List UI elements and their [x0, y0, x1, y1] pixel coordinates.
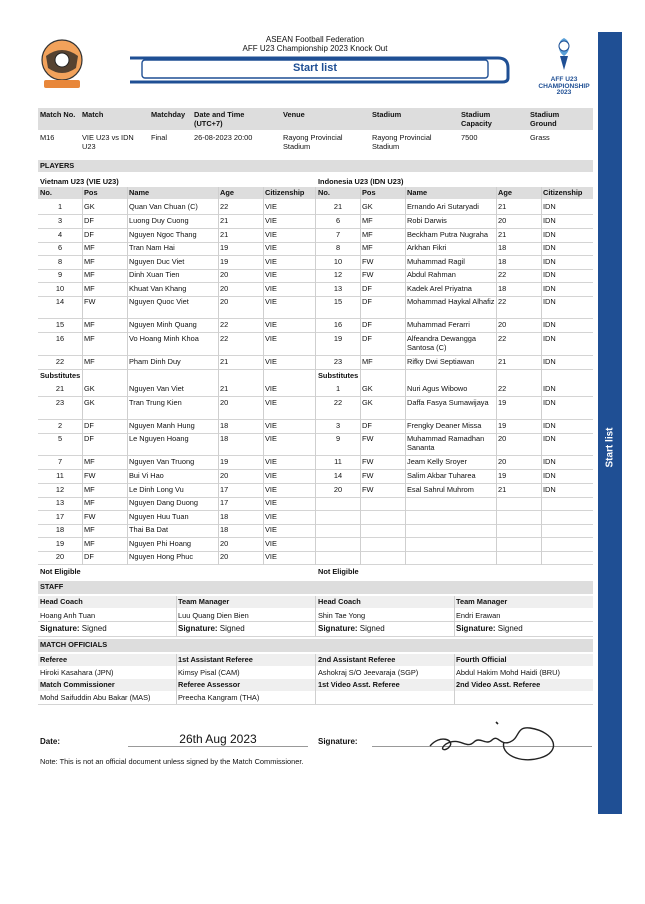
left-player-name: Nguyen Duc Viet [129, 257, 185, 266]
left-player-pos: DF [84, 552, 94, 561]
left-player-age: 20 [220, 270, 229, 279]
left-player-no: 1 [57, 202, 63, 211]
right-team-manager: Endri Erawan [456, 611, 501, 620]
left-player-citizenship: VIE [265, 398, 277, 407]
left-player-pos: GK [84, 202, 95, 211]
right-team-manager-label: Team Manager [456, 597, 508, 606]
left-player-citizenship: VIE [265, 357, 277, 366]
commissioner-label: Match Commissioner [40, 680, 115, 689]
left-player-age: 18 [220, 512, 229, 521]
right-player-citizenship: IDN [543, 243, 556, 252]
match-ground: Grass [530, 133, 550, 142]
right-player-citizenship: IDN [543, 202, 556, 211]
left-player-pos: FW [84, 512, 96, 521]
left-player-no: 22 [55, 357, 65, 366]
logo-line-3: 2023 [556, 89, 572, 97]
left-col-header-pos: Pos [84, 188, 98, 197]
mh-match-no: Match No. [40, 110, 76, 119]
referee-label: Referee [40, 655, 68, 664]
right-player-age: 22 [498, 334, 507, 343]
left-player-name: Tran Trung Kien [129, 398, 182, 407]
column-separator [82, 187, 83, 565]
ar1: Kimsy Pisal (CAM) [178, 668, 240, 677]
match-capacity: 7500 [461, 133, 478, 142]
right-player-age: 21 [498, 230, 507, 239]
left-player-no: 20 [55, 552, 65, 561]
right-player-age: 19 [498, 421, 507, 430]
logo-line-1: AFF U23 [550, 76, 578, 83]
right-player-age: 18 [498, 243, 507, 252]
signature-label: Signature: [318, 737, 358, 746]
mh-stadium: Stadium [372, 110, 402, 119]
left-player-pos: MF [84, 498, 95, 507]
right-head-coach: Shin Tae Yong [318, 611, 366, 620]
var1-label: 1st Video Asst. Referee [318, 680, 400, 689]
left-player-no: 14 [55, 297, 65, 306]
left-player-citizenship: VIE [265, 525, 277, 534]
left-player-no: 10 [55, 284, 65, 293]
left-player-age: 17 [220, 485, 229, 494]
right-coach-signature: Signature: Signed [318, 624, 385, 633]
players-title: PLAYERS [40, 161, 75, 170]
right-player-citizenship: IDN [543, 334, 556, 343]
right-player-name: Kadek Arel Priyatna [407, 284, 472, 293]
right-sub-row [316, 551, 593, 565]
left-player-age: 20 [220, 284, 229, 293]
right-player-pos: DF [362, 320, 372, 329]
right-player-no: 13 [333, 284, 343, 293]
right-player-name: Mohammad Haykal Alhafiz [407, 297, 495, 306]
column-separator [405, 187, 406, 565]
left-player-no: 18 [55, 525, 65, 534]
left-col-header-no: No. [40, 188, 52, 197]
mh-match: Match [82, 110, 104, 119]
right-sub-row [316, 497, 593, 511]
right-player-age: 20 [498, 434, 507, 443]
left-player-citizenship: VIE [265, 552, 277, 561]
column-separator [496, 187, 497, 565]
right-player-no: 21 [333, 202, 343, 211]
left-player-pos: MF [84, 457, 95, 466]
left-player-pos: DF [84, 421, 94, 430]
right-player-name: Rifky Dwi Septiawan [407, 357, 475, 366]
left-player-age: 20 [220, 539, 229, 548]
right-player-citizenship: IDN [543, 398, 556, 407]
left-player-citizenship: VIE [265, 539, 277, 548]
right-player-no: 16 [333, 320, 343, 329]
right-player-name: Abdul Rahman [407, 270, 456, 279]
right-player-name: Salim Akbar Tuharea [407, 471, 476, 480]
left-substitutes-label: Substitutes [40, 371, 81, 380]
left-player-pos: GK [84, 384, 95, 393]
right-player-name: Jeam Kelly Sroyer [407, 457, 467, 466]
left-player-citizenship: VIE [265, 230, 277, 239]
right-player-name: Ernando Ari Sutaryadi [407, 202, 479, 211]
left-col-header-age: Age [220, 188, 234, 197]
left-player-citizenship: VIE [265, 471, 277, 480]
left-player-citizenship: VIE [265, 202, 277, 211]
ar2-label: 2nd Assistant Referee [318, 655, 396, 664]
left-player-no: 15 [55, 320, 65, 329]
left-manager-signature: Signature: Signed [178, 624, 245, 633]
left-player-no: 13 [55, 498, 65, 507]
left-player-age: 18 [220, 421, 229, 430]
ar2: Ashokraj S/O Jeevaraja (SGP) [318, 668, 419, 677]
aff-federation-logo [38, 38, 86, 94]
right-player-citizenship: IDN [543, 457, 556, 466]
left-player-age: 21 [220, 357, 229, 366]
logo-line-2: CHAMPIONSHIP [538, 82, 590, 90]
right-player-no: 11 [334, 457, 342, 466]
team-left-title: Vietnam U23 (VIE U23) [40, 177, 119, 186]
left-player-no: 21 [55, 384, 65, 393]
right-player-name: Frengky Deaner Missa [407, 421, 482, 430]
left-player-age: 18 [220, 434, 229, 443]
commissioner: Mohd Saifuddin Abu Bakar (MAS) [40, 693, 151, 702]
right-player-name: Esal Sahrul Muhrom [407, 485, 474, 494]
right-player-pos: FW [362, 270, 374, 279]
left-player-citizenship: VIE [265, 421, 277, 430]
right-player-name: Nuri Agus Wibowo [407, 384, 468, 393]
left-player-age: 20 [220, 297, 229, 306]
right-col-header-no: No. [318, 188, 330, 197]
left-player-name: Luong Duy Cuong [129, 216, 189, 225]
right-player-pos: MF [362, 357, 373, 366]
left-player-no: 23 [55, 398, 65, 407]
left-player-name: Vo Hoang Minh Khoa [129, 334, 199, 343]
right-player-citizenship: IDN [543, 320, 556, 329]
right-substitutes-label: Substitutes [318, 371, 359, 380]
left-player-pos: MF [84, 243, 95, 252]
left-player-pos: MF [84, 257, 95, 266]
left-player-name: Nguyen Manh Hung [129, 421, 195, 430]
right-player-citizenship: IDN [543, 270, 556, 279]
left-player-pos: MF [84, 334, 95, 343]
officials-title-bar [38, 639, 593, 652]
left-player-citizenship: VIE [265, 243, 277, 252]
right-col-header-pos: Pos [362, 188, 376, 197]
column-separator [541, 187, 542, 565]
mh-ground: Stadium Ground [530, 110, 560, 128]
left-player-name: Pham Dinh Duy [129, 357, 181, 366]
right-player-citizenship: IDN [543, 434, 556, 443]
left-player-age: 21 [220, 216, 229, 225]
right-player-citizenship: IDN [543, 230, 556, 239]
right-col-header-citizenship: Citizenship [543, 188, 583, 197]
left-player-no: 9 [57, 270, 63, 279]
officials-title: MATCH OFFICIALS [40, 640, 108, 649]
right-player-no: 10 [333, 257, 343, 266]
left-player-citizenship: VIE [265, 270, 277, 279]
left-player-pos: GK [84, 398, 95, 407]
left-player-age: 20 [220, 552, 229, 561]
column-separator [127, 187, 128, 565]
right-player-citizenship: IDN [543, 471, 556, 480]
right-player-age: 21 [498, 485, 507, 494]
side-bar [598, 32, 622, 814]
commissioner-signature [420, 716, 570, 766]
right-player-age: 20 [498, 216, 507, 225]
right-player-citizenship: IDN [543, 297, 556, 306]
team-right-title: Indonesia U23 (IDN U23) [318, 177, 404, 186]
left-col-header-name: Name [129, 188, 150, 197]
left-player-name: Tran Nam Hai [129, 243, 175, 252]
side-bar-label: Start list [604, 427, 616, 468]
left-player-name: Quan Van Chuan (C) [129, 202, 198, 211]
right-player-age: 20 [498, 457, 507, 466]
right-player-pos: FW [362, 257, 374, 266]
referee: Hiroki Kasahara (JPN) [40, 668, 114, 677]
right-player-no: 23 [333, 357, 343, 366]
column-separator [360, 187, 361, 565]
left-player-pos: DF [84, 434, 94, 443]
left-player-name: Nguyen Quoc Viet [129, 297, 189, 306]
left-player-no: 16 [55, 334, 65, 343]
right-player-citizenship: IDN [543, 216, 556, 225]
right-player-pos: FW [362, 457, 374, 466]
right-player-pos: DF [362, 334, 372, 343]
matchday: Final [151, 133, 168, 142]
left-player-name: Dinh Xuan Tien [129, 270, 180, 279]
right-player-name: Arkhan Fikri [407, 243, 447, 252]
left-player-citizenship: VIE [265, 384, 277, 393]
right-player-no: 9 [335, 434, 341, 443]
match-venue: Rayong Provincial Stadium [283, 133, 343, 151]
left-player-pos: MF [84, 284, 95, 293]
mh-capacity: Stadium Capacity [461, 110, 492, 128]
right-player-citizenship: IDN [543, 257, 556, 266]
staff-title: STAFF [40, 582, 64, 591]
players-title-bar [38, 160, 593, 172]
right-player-pos: FW [362, 485, 374, 494]
left-player-citizenship: VIE [265, 297, 277, 306]
left-player-no: 3 [57, 216, 63, 225]
banner-title: Start list [292, 62, 337, 74]
left-player-age: 19 [220, 257, 229, 266]
left-player-no: 7 [57, 457, 63, 466]
right-player-age: 19 [498, 398, 507, 407]
left-player-name: Nguyen Dang Duong [129, 498, 199, 507]
right-player-pos: GK [362, 398, 373, 407]
left-player-age: 22 [220, 202, 229, 211]
left-player-no: 11 [56, 471, 64, 480]
left-player-citizenship: VIE [265, 457, 277, 466]
left-player-no: 4 [57, 230, 63, 239]
left-not-eligible: Not Eligible [40, 567, 81, 576]
right-player-no: 22 [333, 398, 343, 407]
left-player-name: Nguyen Ngoc Thang [129, 230, 197, 239]
left-player-no: 17 [55, 512, 65, 521]
date-label: Date: [40, 737, 61, 746]
right-player-name: Daffa Fasya Sumawijaya [407, 398, 489, 407]
aff-u23-championship-logo [536, 36, 592, 97]
fourth-official-label: Fourth Official [456, 655, 507, 664]
left-player-age: 19 [220, 243, 229, 252]
right-player-no: 19 [333, 334, 343, 343]
right-head-coach-label: Head Coach [318, 597, 361, 606]
right-player-pos: GK [362, 202, 373, 211]
assessor: Preecha Kangram (THA) [178, 693, 260, 702]
right-player-pos: FW [362, 434, 374, 443]
left-player-no: 2 [57, 421, 63, 430]
var2-label: 2nd Video Asst. Referee [456, 680, 541, 689]
left-player-citizenship: VIE [265, 216, 277, 225]
right-player-age: 22 [498, 384, 507, 393]
right-player-pos: MF [362, 230, 373, 239]
mh-venue: Venue [283, 110, 305, 119]
left-player-pos: FW [84, 297, 96, 306]
left-player-age: 17 [220, 498, 229, 507]
right-player-pos: FW [362, 471, 374, 480]
right-player-pos: GK [362, 384, 373, 393]
assessor-label: Referee Assessor [178, 680, 241, 689]
left-head-coach-label: Head Coach [40, 597, 83, 606]
left-team-manager-label: Team Manager [178, 597, 230, 606]
left-player-name: Le Nguyen Hoang [129, 434, 189, 443]
competition-name: AFF U23 Championship 2023 Knock Out [242, 44, 388, 53]
left-col-header-citizenship: Citizenship [265, 188, 305, 197]
left-player-name: Nguyen Minh Quang [129, 320, 197, 329]
right-player-age: 19 [498, 471, 507, 480]
left-player-pos: MF [84, 320, 95, 329]
left-player-age: 18 [220, 525, 229, 534]
column-separator [263, 187, 264, 565]
right-player-age: 21 [498, 202, 507, 211]
right-player-citizenship: IDN [543, 284, 556, 293]
right-player-no: 7 [335, 230, 341, 239]
right-player-age: 22 [498, 297, 507, 306]
left-player-name: Thai Ba Dat [129, 525, 169, 534]
match-teams: VIE U23 vs IDN U23 [82, 133, 134, 151]
right-player-no: 1 [335, 384, 341, 393]
left-player-citizenship: VIE [265, 512, 277, 521]
right-player-age: 21 [498, 357, 507, 366]
left-player-no: 19 [55, 539, 65, 548]
left-player-name: Le Dinh Long Vu [129, 485, 184, 494]
left-player-age: 22 [220, 334, 229, 343]
staff-title-bar [38, 581, 593, 594]
right-player-name: Alfeandra Dewangga Santosa (C) [407, 334, 477, 352]
right-not-eligible: Not Eligible [318, 567, 359, 576]
right-player-citizenship: IDN [543, 384, 556, 393]
left-player-citizenship: VIE [265, 334, 277, 343]
right-sub-row [316, 511, 593, 525]
column-separator [315, 187, 316, 565]
right-col-header-name: Name [407, 188, 428, 197]
left-player-pos: MF [84, 539, 95, 548]
left-player-name: Nguyen Phi Hoang [129, 539, 192, 548]
match-stadium: Rayong Provincial Stadium [372, 133, 432, 151]
fourth-official: Abdul Hakim Mohd Haidi (BRU) [456, 668, 560, 677]
left-player-age: 19 [220, 457, 229, 466]
right-player-citizenship: IDN [543, 421, 556, 430]
left-player-pos: MF [84, 485, 95, 494]
right-player-no: 8 [335, 243, 341, 252]
mh-matchday: Matchday [151, 110, 186, 119]
mh-datetime: Date and Time (UTC+7) [194, 110, 245, 128]
right-player-citizenship: IDN [543, 485, 556, 494]
ar1-label: 1st Assistant Referee [178, 655, 253, 664]
right-player-age: 18 [498, 284, 507, 293]
match-datetime: 26-08-2023 20:00 [194, 133, 253, 142]
right-player-pos: DF [362, 284, 372, 293]
left-player-age: 20 [220, 471, 229, 480]
left-player-name: Nguyen Van Truong [129, 457, 195, 466]
right-player-name: Muhammad Ferarri [407, 320, 470, 329]
right-player-name: Beckham Putra Nugraha [407, 230, 488, 239]
left-player-pos: DF [84, 230, 94, 239]
left-player-name: Nguyen Hong Phuc [129, 552, 194, 561]
match-no: M16 [40, 133, 55, 142]
left-player-pos: MF [84, 270, 95, 279]
left-player-age: 22 [220, 320, 229, 329]
right-player-no: 6 [335, 216, 341, 225]
left-player-no: 8 [57, 257, 63, 266]
right-player-pos: MF [362, 243, 373, 252]
right-player-no: 3 [335, 421, 341, 430]
left-player-citizenship: VIE [265, 257, 277, 266]
left-player-no: 5 [57, 434, 63, 443]
left-player-name: Nguyen Van Viet [129, 384, 184, 393]
right-player-no: 15 [333, 297, 343, 306]
right-player-name: Muhammad Ragil [407, 257, 465, 266]
left-player-pos: MF [84, 525, 95, 534]
left-player-name: Khuat Van Khang [129, 284, 187, 293]
right-player-name: Robi Darwis [407, 216, 447, 225]
left-player-citizenship: VIE [265, 284, 277, 293]
right-player-name: Muhammad Ramadhan Sananta [407, 434, 485, 452]
right-player-no: 12 [333, 270, 343, 279]
right-manager-signature: Signature: Signed [456, 624, 523, 633]
right-player-citizenship: IDN [543, 357, 556, 366]
federation-name: ASEAN Football Federation [265, 35, 365, 44]
left-player-no: 12 [55, 485, 65, 494]
left-team-manager: Luu Quang Dien Bien [178, 611, 249, 620]
left-player-pos: MF [84, 357, 95, 366]
left-player-pos: DF [84, 216, 94, 225]
left-coach-signature: Signature: Signed [40, 624, 107, 633]
left-player-name: Bui Vi Hao [129, 471, 164, 480]
left-player-age: 21 [220, 230, 229, 239]
left-player-citizenship: VIE [265, 434, 277, 443]
left-player-name: Nguyen Huu Tuan [129, 512, 189, 521]
right-player-age: 20 [498, 320, 507, 329]
right-player-no: 14 [333, 471, 343, 480]
right-sub-row [316, 524, 593, 538]
right-player-age: 18 [498, 257, 507, 266]
left-head-coach: Hoang Anh Tuan [40, 611, 96, 620]
left-player-age: 20 [220, 398, 229, 407]
column-separator [218, 187, 219, 565]
right-player-pos: DF [362, 421, 372, 430]
left-player-pos: FW [84, 471, 96, 480]
right-sub-row [316, 538, 593, 552]
left-player-citizenship: VIE [265, 320, 277, 329]
left-player-no: 6 [57, 243, 63, 252]
left-player-citizenship: VIE [265, 485, 277, 494]
right-player-pos: DF [362, 297, 372, 306]
date-value: 26th Aug 2023 [179, 732, 257, 746]
left-player-age: 21 [220, 384, 229, 393]
right-col-header-age: Age [498, 188, 512, 197]
banner [128, 56, 510, 84]
right-player-pos: MF [362, 216, 373, 225]
footer-note: Note: This is not an official document unless signed by the Match Commissioner. [40, 757, 304, 766]
right-player-age: 22 [498, 270, 507, 279]
right-player-no: 20 [333, 485, 343, 494]
left-player-citizenship: VIE [265, 498, 277, 507]
